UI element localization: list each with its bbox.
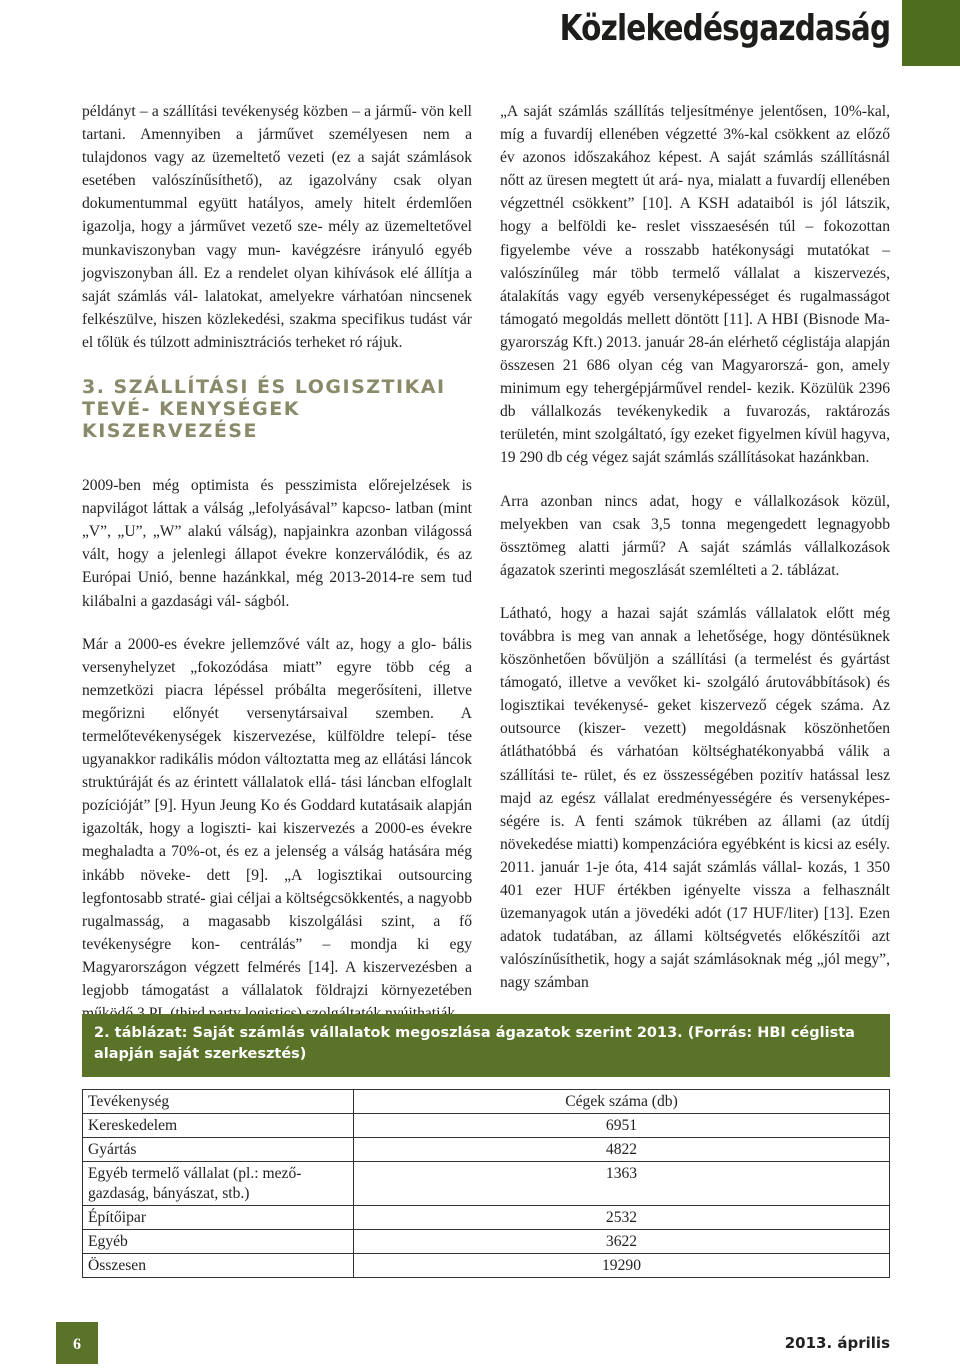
activity-cell: Összesen — [83, 1254, 354, 1278]
right-paragraph-1: „A saját számlás szállítás teljesítménye jelentősen, 10%-kal, míg a fuvardíj ellenében végzetté 3%-kal csökkent az előző év azonos időszakához képest. A saját számlás szállításnál nőtt az üresen megtett út ará- nya, mialatt a fuvardíj ellenében végzettnél csökkent” [10]. A KSH adataiból is jól látszik, hogy a belföldi ke- reslet visszaesésén túl – fokozottan figyelembe véve a rosszabb hatékonysági mutatókat – valószínűleg már több termelő vállalat a kiszervezés, átalakítás vagy egyéb versenyképességet és rugalmasságot támogató megoldás mellett döntött [11]. A HBI (Bisnode Ma- gyarország Kft.) 2013. január 28-án elérhető céglistája alapján összesen 21 686 olyan cég van Magyarorszá- gon, amely minimum egy tehergépjárművel rendel- kezik. Közülük 2396 db vállalkozás tevékenykedik a fuvarozás, raktározás területén, mint szolgáltató, így ezeket figyelmen kívül hagyva, 19 290 db cég végez saját számlás szállításokat hazánkban. — [500, 103, 890, 467]
activity-cell: Kereskedelem — [83, 1114, 354, 1138]
count-cell: 6951 — [354, 1114, 890, 1138]
masthead — [0, 0, 960, 64]
data-table — [82, 1089, 890, 1278]
activity-cell: Építőipar — [83, 1206, 354, 1230]
left-paragraph-3: Már a 2000-es évekre jellemzővé vált az, hogy a glo- bális versenyhelyzet „fokozódása miatt” egyre több cég a nemzetközi piacra lépéssel próbálta megerősíteni, illetve megőrizni előnyét versenytársaival szemben. A termelőtevékenységek kiszervezése, külföldre telepí- tése ugyanakkor radikális módon változtatta meg az ellátási láncok struktúráját és az érintett vállalatok ellá- tási láncban elfoglalt pozícióját” [9]. Hyun Jeung Ko és Goddard kutatásaik alapján igazolták, hogy a logiszti- kai kiszervezés a 2000-es évekre meghaladta a 70%-ot, és ez a jelenség a válság hatására még inkább növeke- dett [9]. „A logisztikai outsourcing legfontosabb straté- giai céljai a költségcsökkentés, a nagyobb rugalmasság, a magasabb kiszolgálási szint, a fő tevékenységre kon- centrálás” – mondja ki egy Magyarországon végzett felmérés [14]. A kiszervezésben a legjobb támogatást a vállalatok földrajzi környezetében — [82, 635, 472, 999]
table-row — [83, 1230, 890, 1254]
table-row-total — [83, 1254, 890, 1278]
count-cell: 3622 — [354, 1230, 890, 1254]
count-cell: 19290 — [354, 1254, 890, 1278]
table-row — [83, 1206, 890, 1230]
left-column — [82, 100, 472, 1045]
header-activity: Tevékenység — [83, 1090, 354, 1114]
table-header-row — [83, 1090, 890, 1114]
table-2 — [82, 1014, 890, 1278]
activity-cell: Gyártás — [83, 1138, 354, 1162]
table-row — [83, 1138, 890, 1162]
count-cell: 1363 — [354, 1162, 890, 1206]
count-cell: 2532 — [354, 1206, 890, 1230]
masthead-accent-bar — [902, 0, 960, 66]
table-caption: 2. táblázat: Saját számlás vállalatok megoszlása ágazatok szerint 2013. (Forrás: HBI céglista alapján saját szerkesztés) — [82, 1014, 890, 1077]
table-row — [83, 1162, 890, 1206]
activity-cell: Egyéb — [83, 1230, 354, 1254]
right-paragraph-2: Arra azonban nincs adat, hogy e vállalkozások közül, melyekben van csak 3,5 tonna megengedett legnagyobb össztömeg alatti jármű? A saját számlás vállalkozások ágazatok szerinti megoszlását szemlélteti a 2. táblázat. — [500, 492, 890, 579]
publication-title: Közlekedésgazdaság — [559, 8, 890, 49]
table-row — [83, 1114, 890, 1138]
left-paragraph-1: példányt – a szállítási tevékenység közben – a jármű- vön kell tartani. Amennyiben a járművet személyesen nem a tulajdonos vagy az üzemeltető vezeti (ez a saját számlások esetében valószínűsíthető), az igazolvány csak olyan dokumentummal együtt hatályos, amely hitelt érdemlően igazolja, hogy a járművet vezető sze- mély az üzemeltetővel munkaviszonyban vagy mun- kavégzésre irányuló egyéb jogviszonyban áll. Ez a rendelet olyan kihívások elé állítja a saját számlás vál- lalatokat, amelyekre várhatóan nincsenek felkészülve, hiszen közlekedési, szakma specifikus tudást vár el tőlük és túlzott adminisztrációs terheket ró rájuk. — [82, 103, 472, 351]
left-paragraph-2: 2009-ben még optimista és pesszimista előrejelzések is napvilágot láttak a válság „lefolyásával” kapcso- latban (mint „V”, „U”, „W” alakú válság), napjainkra azonban világossá vált, hogy a jelenlegi állapot évekre konzerválódik, és az Európai Unió, benne hazánkkal, még 2013-2014-re sem tud kilábalni a gazdasági vál- ságból. — [82, 477, 472, 610]
issue-date: 2013. április — [784, 1334, 890, 1352]
right-column — [500, 100, 890, 1014]
right-paragraph-3: Látható, hogy a hazai saját számlás vállalatok előtt még továbbra is meg van annak a lehetősége, hogy döntésüknek köszönhetően bővüljön a szállítási (a termelést és gyártást támogató, illetve a vevőket ki- szolgáló árutovábbítások) és logisztikai tevékenysé- geket kiszervező cégek száma. Az outsource (kiszer- vezett) megoldásnak köszönhetően átláthatóbbá és várhatóan költséghatékonyabbá válik a szállítási te- rület, és ez összességében pozitív hatással lesz majd az egész vállalat eredményességére és versenyképes- ségére is. A fenti számok tükrében az állami (az útdíj növekedése miatti) kompenzációra egyébként is kicsi az esély. 2011. január 1-je óta, 414 saját számlás vállal- kozás, 1 350 401 ezer HUF értékben igényelte vissza a felhasznált üzemanyagok után a jövedéki adót (17 HUF/liter) [13]. Ezen adatok tudatában, az állami költségvetés előkészítői azt valószínűsíthetik, hogy a saját számlásoknak még „jól megy”, nagy számban — [500, 604, 890, 992]
activity-cell: Egyéb termelő vállalat (pl.: mező- gazdaság, bányászat, stb.) — [83, 1162, 354, 1206]
section-heading: 3. SZÁLLÍTÁSI ÉS LOGISZTIKAI TEVÉ- KENYSÉGEK KISZERVEZÉSE — [82, 376, 446, 443]
count-cell: 4822 — [354, 1138, 890, 1162]
header-count: Cégek száma (db) — [354, 1090, 890, 1114]
page-number: 6 — [56, 1322, 98, 1364]
